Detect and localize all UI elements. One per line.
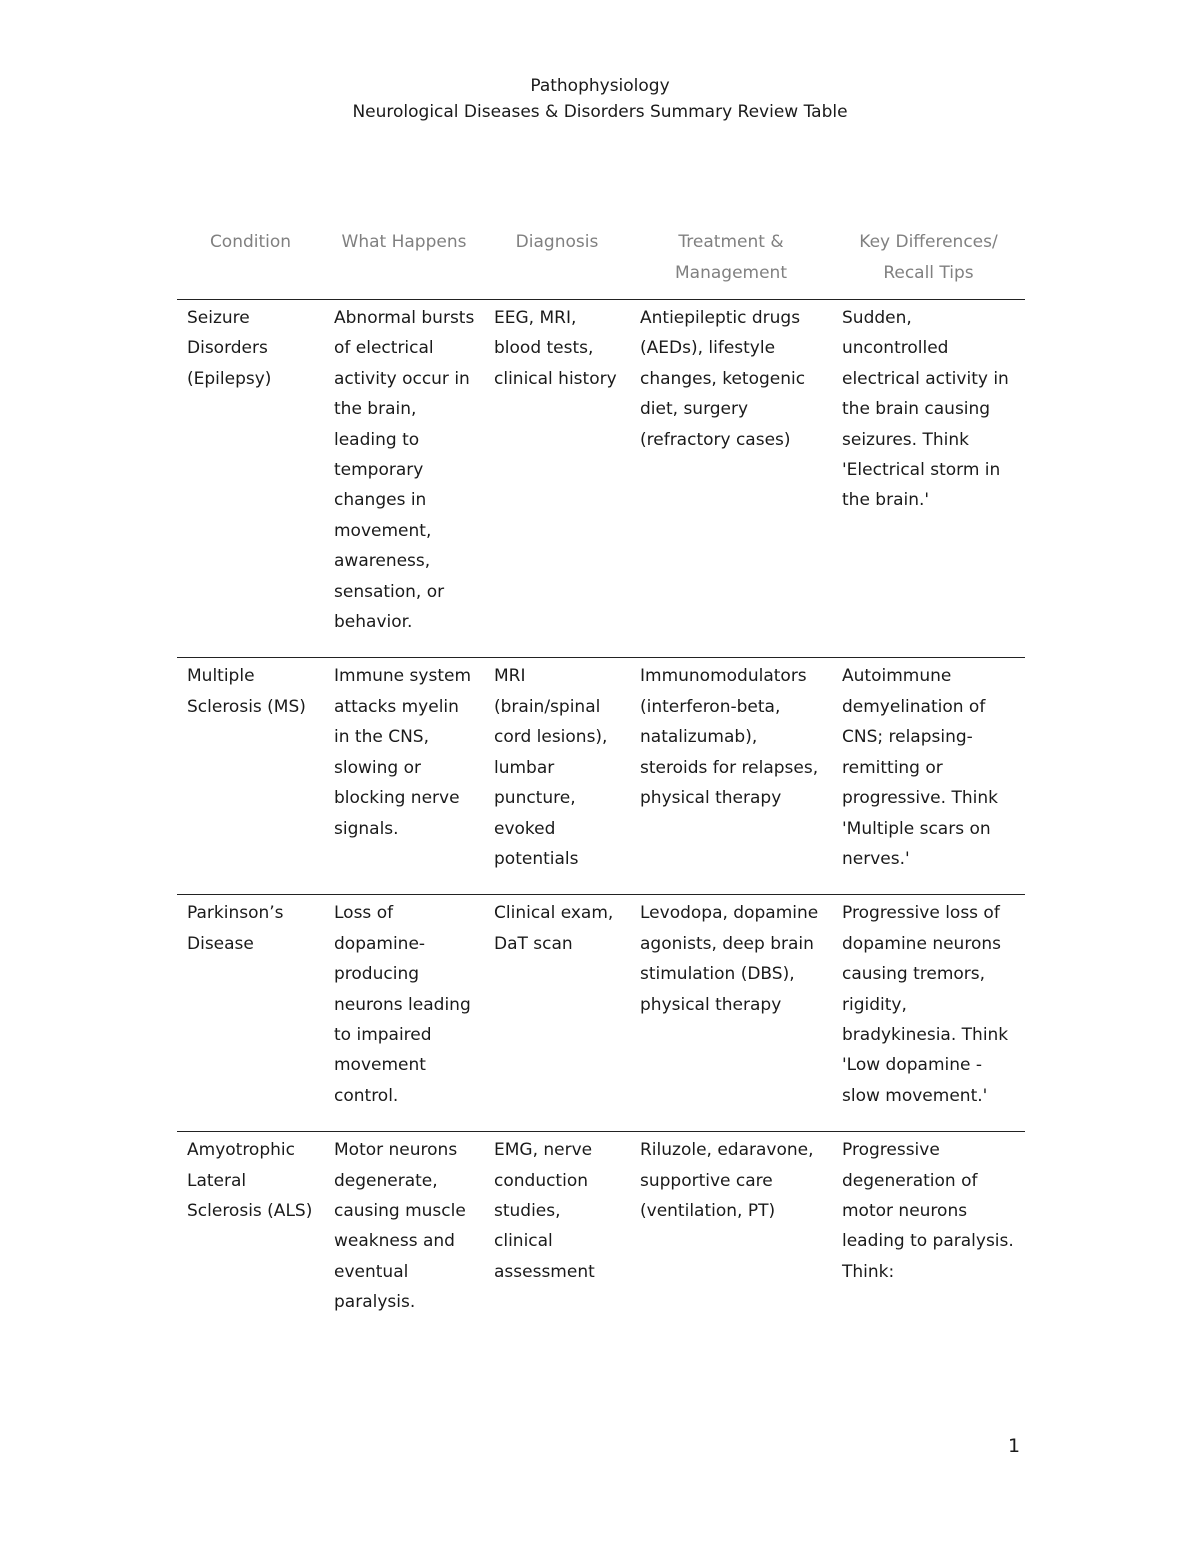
column-header-treatment: Treatment & Management — [630, 227, 832, 300]
column-header-condition: Condition — [177, 227, 324, 300]
course-title: Pathophysiology — [530, 76, 670, 96]
treatment-cell: Riluzole, edaravone, supportive care (ventilation, PT) — [640, 1140, 814, 1221]
column-header-diagnosis: Diagnosis — [484, 227, 630, 300]
table-row — [177, 895, 1025, 1132]
diagnosis-cell: MRI (brain/spinal cord lesions), lumbar puncture, evoked potentials — [484, 658, 630, 895]
table-row — [177, 658, 1025, 895]
what-happens-cell: Loss of dopamine-producing neurons leading to impaired movement control. — [324, 895, 484, 1132]
diagnosis-cell: EEG, MRI, blood tests, clinical history — [484, 300, 630, 658]
treatment-cell: Levodopa, dopamine agonists, deep brain stimulation (DBS), physical therapy — [630, 895, 832, 1132]
summary-review-table — [177, 227, 1025, 1338]
document-header — [0, 73, 1200, 125]
key-differences-cell: Autoimmune demyelination of CNS; relapsing-remitting or progressive. Think 'Multiple scars on nerves.' — [832, 658, 1025, 895]
table-row — [177, 300, 1025, 658]
column-header-key-differences: Key Differences/ Recall Tips — [832, 227, 1025, 300]
condition-cell: Seizure Disorders (Epilepsy) — [177, 300, 324, 658]
diagnosis-cell: Clinical exam, DaT scan — [484, 895, 630, 1132]
document-title: Neurological Diseases & Disorders Summary Review Table — [352, 102, 848, 122]
diagnosis-cell: EMG, nerve conduction studies, clinical assessment — [494, 1140, 595, 1282]
condition-cell: Multiple Sclerosis (MS) — [177, 658, 324, 895]
table-row — [177, 1132, 1025, 1338]
condition-cell: Amyotrophic Lateral Sclerosis (ALS) — [187, 1140, 313, 1221]
page-number: 1 — [1008, 1435, 1021, 1457]
column-header-what-happens: What Happens — [324, 227, 484, 300]
key-differences-cell: Sudden, uncontrolled electrical activity in the brain causing seizures. Think 'Electrical storm in the brain.' — [832, 300, 1025, 658]
treatment-cell: Immunomodulators (interferon-beta, natalizumab), steroids for relapses, physical therapy — [630, 658, 832, 895]
what-happens-cell: Abnormal bursts of electrical activity occur in the brain, leading to temporary changes in movement, awareness, sensation, or behavior. — [324, 300, 484, 658]
what-happens-cell: Immune system attacks myelin in the CNS, slowing or blocking nerve signals. — [324, 658, 484, 895]
key-differences-cell: Progressive loss of dopamine neurons causing tremors, rigidity, bradykinesia. Think 'Low dopamine - slow movement.' — [832, 895, 1025, 1132]
table-header-row — [177, 227, 1025, 300]
treatment-cell: Antiepileptic drugs (AEDs), lifestyle changes, ketogenic diet, surgery (refractory cases) — [630, 300, 832, 658]
what-happens-cell: Motor neurons degenerate, causing muscle weakness and eventual paralysis. — [334, 1140, 466, 1313]
condition-cell: Parkinson’s Disease — [177, 895, 324, 1132]
key-differences-cell: Progressive degeneration of motor neurons leading to paralysis. Think: — [842, 1140, 1014, 1282]
